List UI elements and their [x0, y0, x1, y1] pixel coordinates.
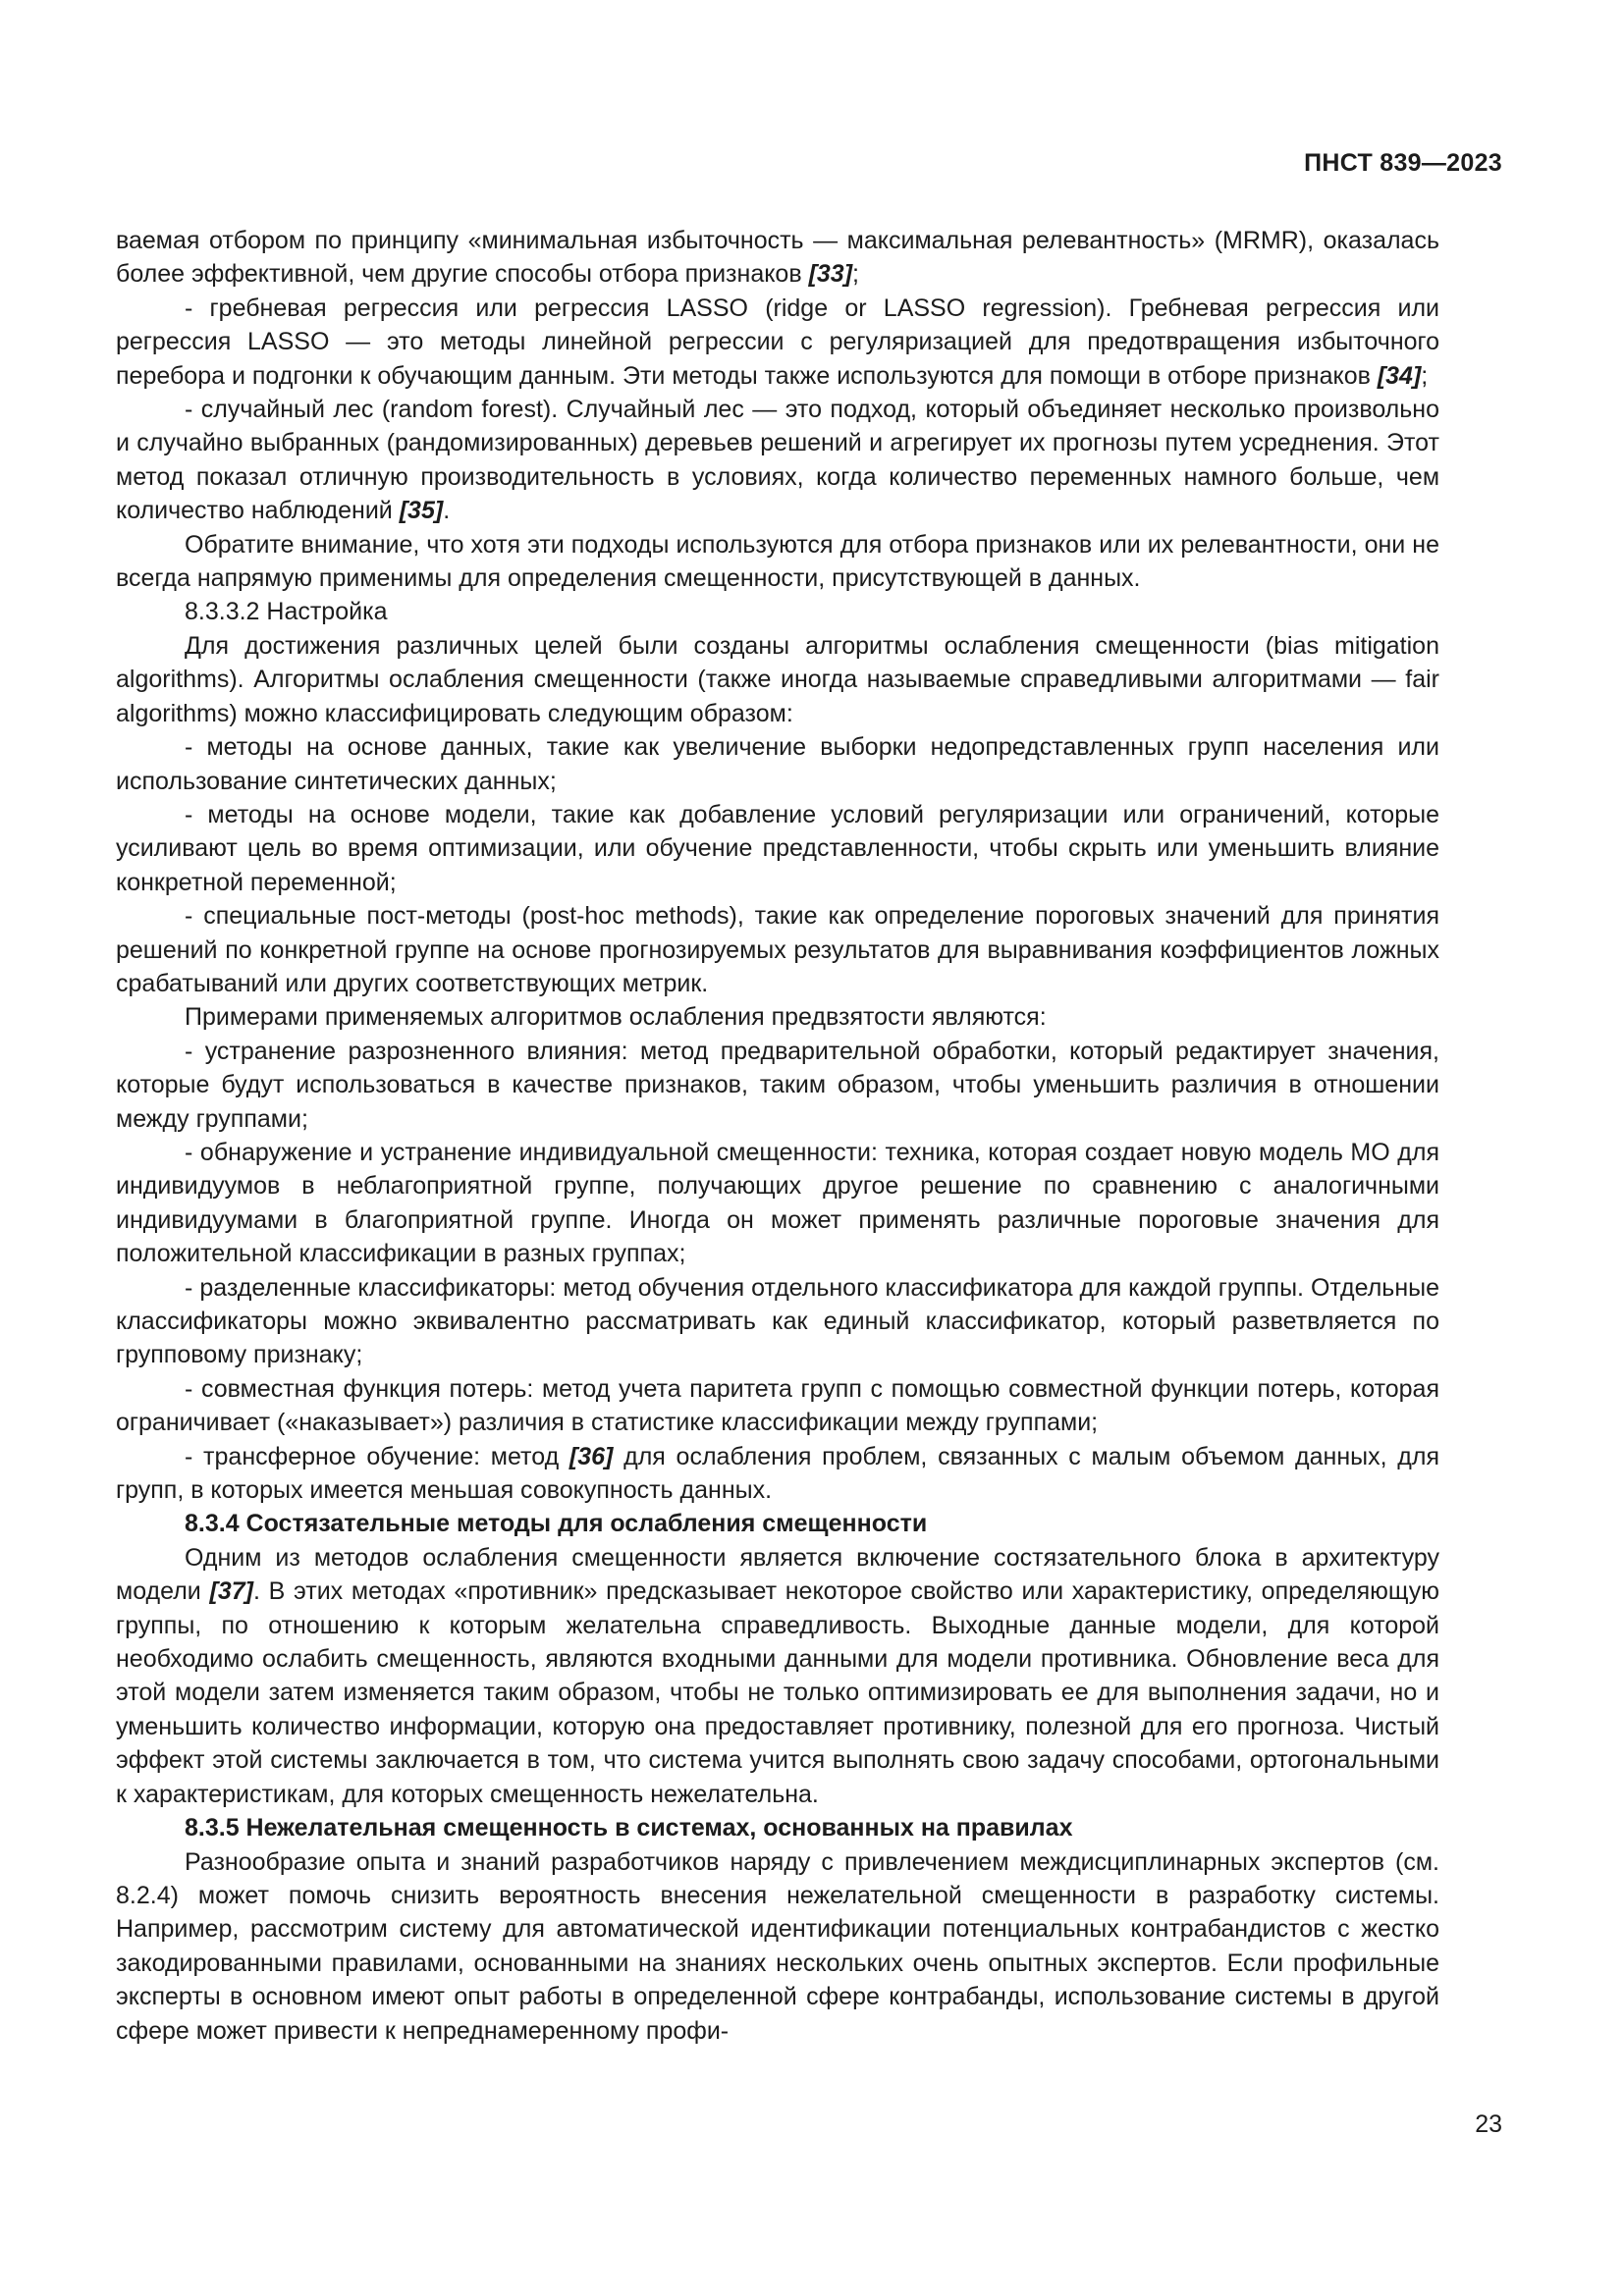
text-run: - методы на основе модели, такие как добавление условий регуляризации или ограничений, которые усиливают цель во время оптимизации, или обучение представленности, чтобы скрыть или уменьшить влияние конкретной переменной;: [116, 800, 1439, 896]
section-heading: [116, 1507, 1439, 1540]
section-heading: [116, 1811, 1439, 1844]
paragraph: [116, 1845, 1439, 2048]
text-run: . В этих методах «противник» предсказывает некоторое свойство или характеристику, определяющую группы, по отношению к которым желательна справедливость. Выходные данные модели, для которой необходимо ослабить смещенность, являются входными данными для модели противника. Обновление веса для этой модели затем изменяется таким образом, чтобы не только оптимизировать ее для выполнения задачи, но и уменьшить количество информации, которую она предоставляет противнику, полезной для его прогноза. Чистый эффект этой системы заключается в том, что система учится выполнять свою задачу способами, ортогональными к характеристикам, для которых смещенность нежелательна.: [116, 1577, 1440, 1808]
paragraph: [116, 1372, 1439, 1440]
body-text: [116, 224, 1439, 2048]
text-run: Одним из методов ослабления смещенности является включение состязательного блока в архитектуру модели: [116, 1543, 1439, 1606]
paragraph: [116, 899, 1439, 1000]
paragraph: [116, 292, 1439, 393]
text-run: 8.3.3.2 Настройка: [185, 598, 388, 626]
citation-reference: [35]: [399, 497, 444, 525]
paragraph: [116, 1440, 1439, 1508]
text-run: ;: [852, 260, 859, 289]
text-run: - разделенные классификаторы: метод обучения отдельного классификатора для каждой группы. Отдельные классификаторы можно эквивалентно рассматривать как единый классификатор, который разветвляется по групповому признаку;: [116, 1273, 1439, 1369]
text-run: Для достижения различных целей были созданы алгоритмы ослабления смещенности (bias mitigation algorithms). Алгоритмы ослабления смещенности (также иногда называемые справедливыми алгоритмами — fair algorithms) можно классифицировать следующим образом:: [116, 631, 1439, 727]
page-number: 23: [1475, 2110, 1502, 2138]
paragraph: [116, 629, 1439, 730]
citation-reference: [36]: [568, 1442, 614, 1470]
paragraph: [116, 1136, 1439, 1271]
paragraph: [116, 1000, 1439, 1034]
citation-reference: [37]: [209, 1577, 253, 1606]
paragraph: [116, 1035, 1439, 1136]
text-run: - обнаружение и устранение индивидуальной смещенности: техника, которая создает новую модель МО для индивидуумов в неблагоприятной группе, получающих другое решение по сравнению с аналогичными индивидуумами в благоприятной группе. Иногда он может применять различные пороговые значения для положительной классификации в разных группах;: [116, 1138, 1439, 1268]
citation-reference: [34]: [1377, 361, 1422, 390]
text-run: 8.3.5 Нежелательная смещенность в системах, основанных на правилах: [185, 1814, 1073, 1842]
paragraph: [116, 1541, 1439, 1811]
text-run: - случайный лес (random forest). Случайный лес — это подход, который объединяет несколько произвольно и случайно выбранных (рандомизированных) деревьев решений и агрегирует их прогнозы путем усреднения. Этот метод показал отличную производительность в условиях, когда количество переменных намного больше, чем количество наблюдений: [116, 396, 1439, 525]
text-run: Примерами применяемых алгоритмов ослабления предвзятости являются:: [185, 1003, 1047, 1032]
paragraph: [116, 730, 1439, 798]
paragraph: [116, 798, 1439, 899]
paragraph: [116, 1271, 1439, 1372]
text-run: Разнообразие опыта и знаний разработчиков наряду с привлечением междисциплинарных экспертов (см. 8.2.4) может помочь снизить вероятность внесения нежелательной смещенности в разработку системы. Например, рассмотрим систему для автоматической идентификации потенциальных контрабандистов с жестко закодированными правилами, основанными на знаниях нескольких очень опытных экспертов. Если профильные эксперты в основном имеют опыт работы в определенной сфере контрабанды, использование системы в другой сфере может привести к непреднамеренному профи-: [116, 1847, 1439, 2045]
text-run: - устранение разрозненного влияния: метод предварительной обработки, который редактирует значения, которые будут использоваться в качестве признаков, таким образом, чтобы уменьшить различия в отношении между группами;: [116, 1037, 1439, 1133]
text-run: ;: [1421, 361, 1429, 390]
text-run: .: [443, 497, 451, 525]
paragraph: [116, 393, 1439, 528]
text-run: - гребневая регрессия или регрессия LASSO (ridge or LASSO regression). Гребневая регрессия или регрессия LASSO — это методы линейной регрессии с регуляризацией для предотвращения избыточного перебора и подгонки к обучающим данным. Эти методы также используются для помощи в отборе признаков: [116, 294, 1439, 390]
text-run: - методы на основе данных, такие как увеличение выборки недопредставленных групп населения или использование синтетических данных;: [116, 733, 1439, 795]
text-run: 8.3.4 Состязательные методы для ослабления смещенности: [185, 1510, 928, 1538]
text-run: - специальные пост-методы (post-hoc methods), такие как определение пороговых значений для принятия решений по конкретной группе на основе прогнозируемых результатов для выравнивания коэффициентов ложных срабатываний или других соответствующих метрик.: [116, 902, 1439, 997]
text-run: Обратите внимание, что хотя эти подходы используются для отбора признаков или их релевантности, они не всегда напрямую применимы для определения смещенности, присутствующей в данных.: [116, 530, 1439, 593]
citation-reference: [33]: [808, 260, 853, 289]
text-run: - трансферное обучение: метод: [185, 1442, 569, 1470]
text-run: - совместная функция потерь: метод учета паритета групп с помощью совместной функции потерь, которая ограничивает («наказывает») различия в статистике классификации между группами;: [116, 1374, 1439, 1437]
text-run: ваемая отбором по принципу «минимальная избыточность — максимальная релевантность» (MRMR), оказалась более эффективной, чем другие способы отбора признаков: [116, 227, 1439, 289]
document-header: ПНСТ 839—2023: [1304, 149, 1502, 177]
paragraph: [116, 595, 1439, 628]
paragraph: [116, 224, 1439, 292]
paragraph: [116, 528, 1439, 596]
text-run: для ослабления проблем, связанных с малым объемом данных, для групп, в которых имеется меньшая совокупность данных.: [116, 1442, 1439, 1505]
